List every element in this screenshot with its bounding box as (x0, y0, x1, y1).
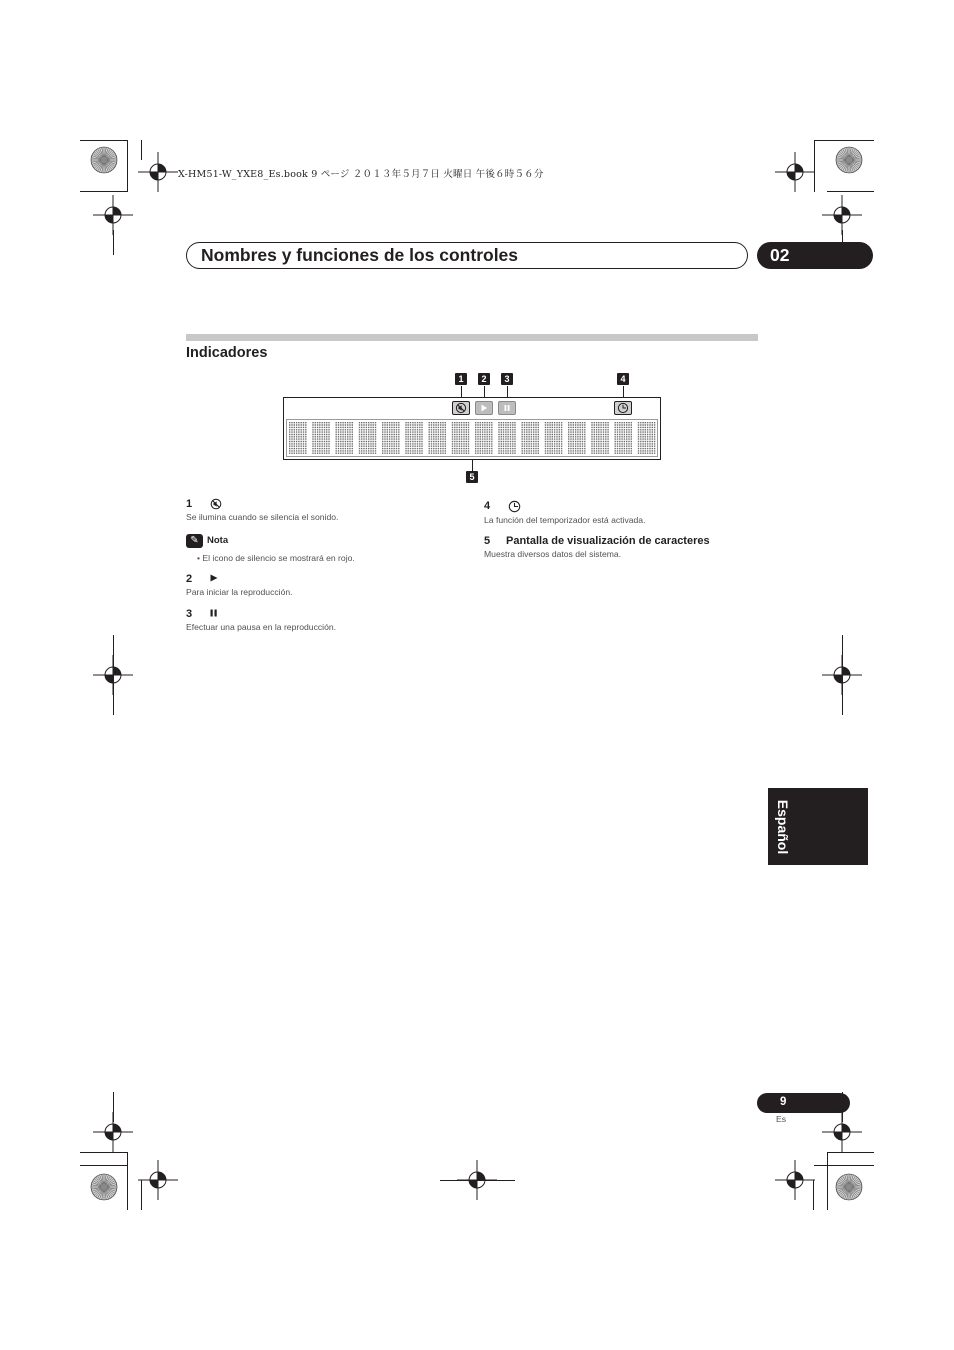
callout-1: 1 (455, 373, 467, 385)
character-cell (359, 422, 376, 454)
registration-star-mark (834, 1172, 864, 1202)
crop-line (814, 1165, 874, 1166)
crop-line (141, 1180, 142, 1210)
crop-line (814, 140, 874, 141)
character-cell (498, 422, 515, 454)
crop-line (80, 140, 128, 141)
play-icon (209, 573, 219, 587)
item-3-number: 3 (186, 608, 193, 620)
item-2-number: 2 (186, 573, 193, 585)
item-4-description: La función del temporizador está activada. (484, 515, 646, 525)
character-cell (475, 422, 493, 454)
callout-3: 3 (501, 373, 513, 385)
item-1-number: 1 (186, 498, 193, 510)
registration-target-mark (138, 1160, 178, 1200)
character-cell (405, 422, 422, 454)
character-cell (429, 422, 447, 454)
timer-icon (614, 401, 632, 415)
section-title: Indicadores (186, 345, 268, 361)
crop-line (440, 1180, 515, 1181)
play-icon (475, 401, 493, 415)
crop-line (80, 191, 128, 192)
page-language-code: Es (776, 1114, 787, 1124)
section-rule (186, 334, 758, 341)
crop-line (827, 1152, 828, 1210)
crop-line (827, 1152, 874, 1153)
crop-line (127, 1152, 128, 1210)
crop-line (113, 1092, 114, 1122)
registration-target-mark (775, 1160, 815, 1200)
item-1-description: Se ilumina cuando se silencia el sonido. (186, 512, 339, 522)
callout-2: 2 (478, 373, 490, 385)
page-title: Nombres y funciones de los controles (201, 245, 519, 265)
character-cell (638, 422, 656, 454)
language-label-wrap (768, 788, 798, 865)
character-cell (615, 422, 633, 454)
callout-4: 4 (617, 373, 629, 385)
note-bullet: • El icono de silencio se mostrará en rojo. (197, 553, 355, 563)
crop-line (127, 140, 128, 192)
dot-matrix-characters (286, 419, 658, 457)
character-cell (568, 422, 586, 454)
pause-icon (498, 401, 516, 415)
character-cell (289, 422, 307, 454)
page-number: 9 (780, 1096, 787, 1108)
character-cell (336, 422, 354, 454)
character-cell (452, 422, 469, 454)
crop-line (842, 635, 843, 715)
crop-line (80, 1165, 128, 1166)
item-5-heading: Pantalla de visualización de caracteres (506, 535, 710, 547)
character-cell (312, 422, 329, 454)
book-file-header: X-HM51-W_YXE8_Es.book 9 ページ ２０１３年５月７日 火曜日 午後６時５６分 (178, 169, 544, 180)
registration-target-mark (775, 152, 815, 192)
note-label: Nota (207, 535, 229, 546)
item-5-description: Muestra diversos datos del sistema. (484, 549, 622, 559)
registration-star-mark (89, 1172, 119, 1202)
character-cell (382, 422, 400, 454)
item-3-description: Efectuar una pausa en la reproducción. (186, 622, 337, 632)
item-5-number: 5 (484, 535, 491, 547)
crop-line (113, 230, 114, 255)
note-pencil-icon: ✎ (186, 534, 203, 548)
character-cell (522, 422, 540, 454)
registration-star-mark (834, 145, 864, 175)
chapter-number: 02 (770, 245, 790, 265)
crop-line (813, 1180, 814, 1210)
character-cell (545, 422, 563, 454)
page-number-tab (757, 1093, 850, 1113)
language-label: Español (775, 799, 791, 854)
crop-line (827, 191, 874, 192)
item-2-description: Para iniciar la reproducción. (186, 587, 293, 597)
item-4-number: 4 (484, 500, 491, 512)
pause-icon (209, 608, 219, 622)
character-cell (591, 422, 609, 454)
crop-line (80, 1152, 128, 1153)
registration-target-mark (138, 152, 178, 192)
registration-star-mark (89, 145, 119, 175)
mute-icon (452, 401, 470, 415)
callout-5: 5 (466, 471, 478, 483)
crop-line (113, 635, 114, 715)
registration-target-mark (822, 195, 862, 235)
registration-target-mark (93, 195, 133, 235)
